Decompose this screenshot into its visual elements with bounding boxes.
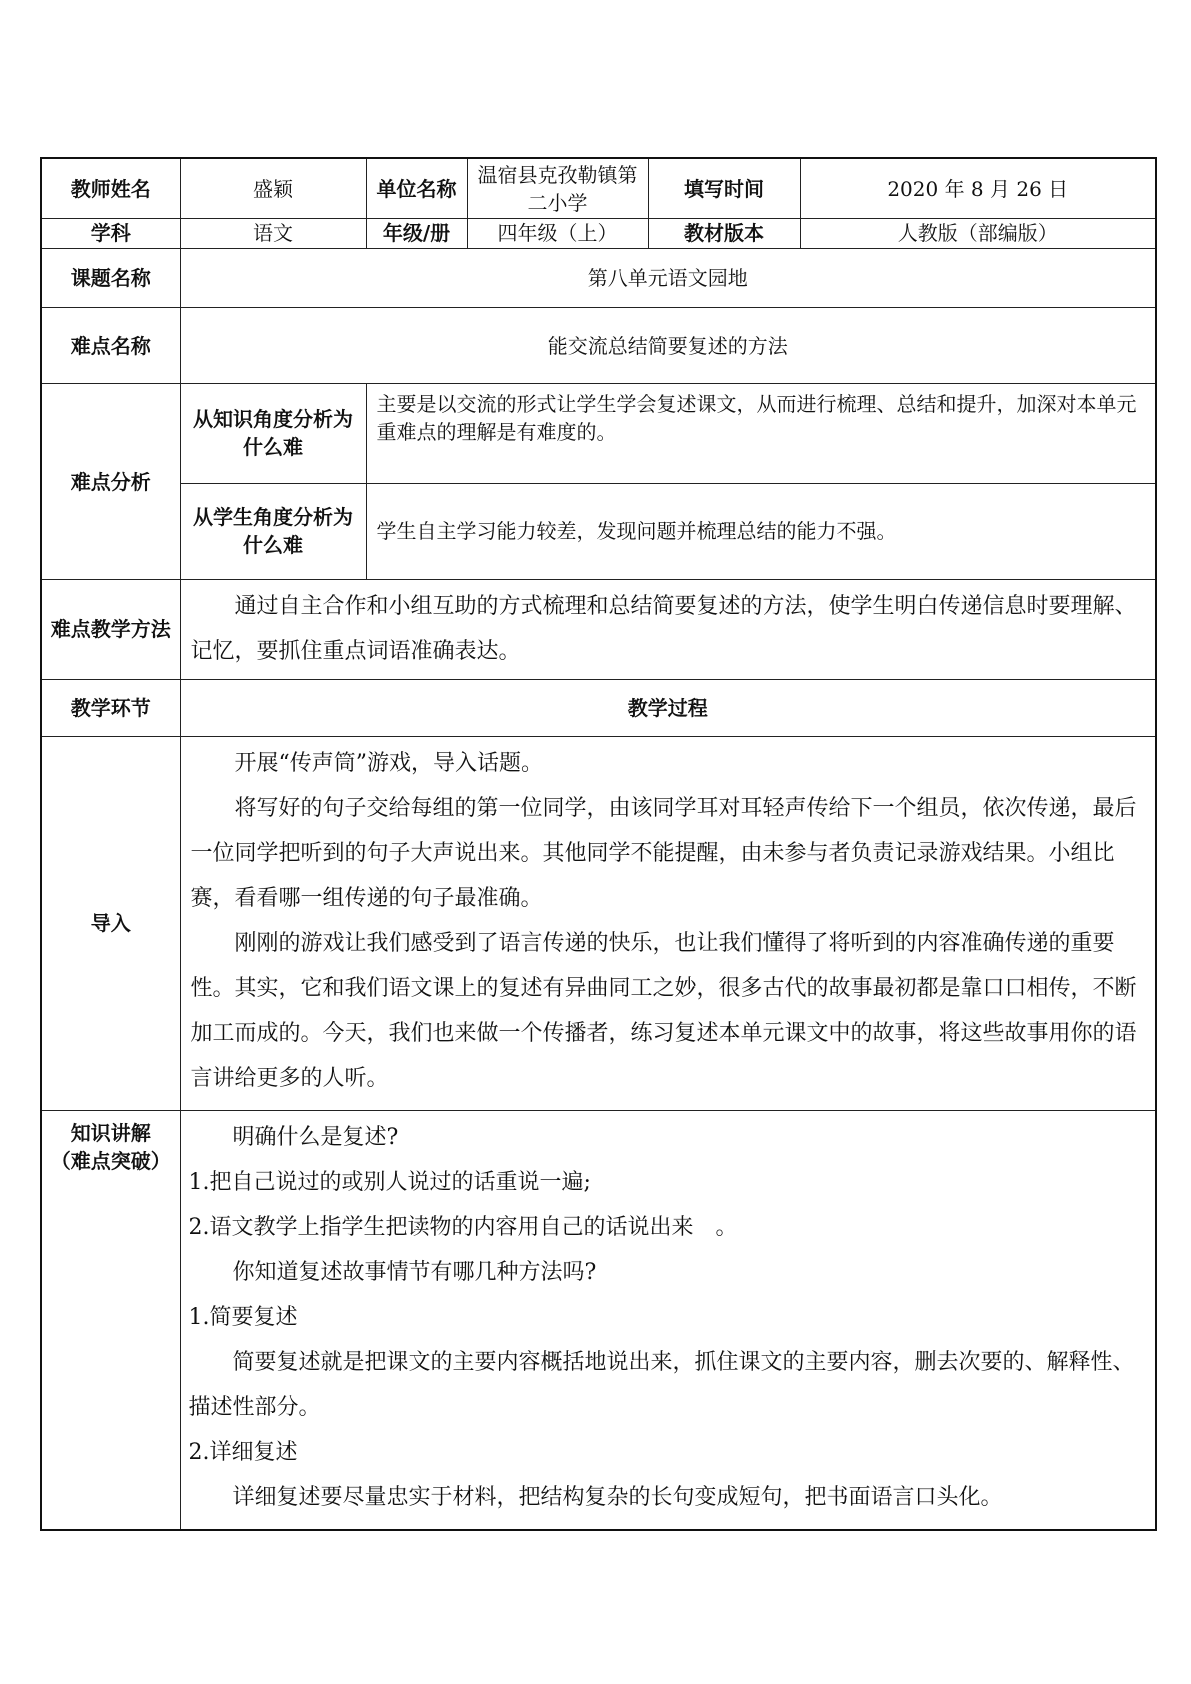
knowledge-angle-text: 主要是以交流的形式让学生学会复述课文，从而进行梳理、总结和提升，加深对本单元重难点的理解是有难度的。 <box>366 384 1156 483</box>
knowledge-line: 你知道复述故事情节有哪几种方法吗? <box>232 1259 597 1285</box>
header-row-2 <box>41 219 1156 248</box>
subject-value: 语文 <box>180 219 366 248</box>
difficulty-row <box>41 308 1156 384</box>
process-step-label: 教学环节 <box>41 680 180 737</box>
knowledge-line: 2.语文教学上指学生把读物的内容用自己的话说出来 。 <box>188 1214 738 1240</box>
intro-paragraph: 开展“传声筒”游戏，导入话题。 <box>234 750 543 776</box>
knowledge-label-line1: 知识讲解 <box>70 1120 151 1145</box>
unit-label: 单位名称 <box>366 158 467 219</box>
knowledge-line: 明确什么是复述? <box>232 1124 399 1150</box>
method-text: 通过自主合作和小组互助的方式梳理和总结简要复述的方法，使学生明白传递信息时要理解、记忆，要抓住重点词语准确表达。 <box>190 594 1137 665</box>
analysis-row-knowledge <box>41 384 1156 483</box>
knowledge-label <box>41 1110 180 1530</box>
grade-value: 四年级（上） <box>467 219 648 248</box>
date-value: 2020 年 8 月 26 日 <box>800 158 1156 219</box>
topic-value: 第八单元语文园地 <box>180 248 1156 308</box>
lesson-plan-table <box>40 157 1157 1531</box>
knowledge-line: 1.把自己说过的或别人说过的话重说一遍; <box>188 1169 591 1195</box>
topic-label: 课题名称 <box>41 248 180 308</box>
intro-row <box>41 736 1156 1110</box>
unit-value: 温宿县克孜勒镇第二小学 <box>467 158 648 219</box>
method-row <box>41 579 1156 679</box>
knowledge-line: 1.简要复述 <box>188 1304 298 1330</box>
knowledge-line: 2.详细复述 <box>188 1439 298 1465</box>
teacher-value: 盛颖 <box>180 158 366 219</box>
analysis-row-student <box>41 483 1156 579</box>
grade-label: 年级/册 <box>366 219 467 248</box>
teacher-label: 教师姓名 <box>41 158 180 219</box>
intro-paragraph: 将写好的句子交给每组的第一位同学，由该同学耳对耳轻声传给下一个组员，依次传递，最后一位同学把听到的句子大声说出来。其他同学不能提醒，由未参与者负责记录游戏结果。小组比赛，看看哪一组传递的句子最准确。 <box>190 795 1137 911</box>
knowledge-row <box>41 1110 1156 1530</box>
method-label: 难点教学方法 <box>41 579 180 679</box>
intro-cell <box>180 736 1156 1110</box>
student-angle-text: 学生自主学习能力较差，发现问题并梳理总结的能力不强。 <box>366 483 1156 579</box>
difficulty-value: 能交流总结简要复述的方法 <box>180 308 1156 384</box>
knowledge-cell <box>180 1110 1156 1530</box>
date-label: 填写时间 <box>648 158 800 219</box>
knowledge-line: 简要复述就是把课文的主要内容概括地说出来，抓住课文的主要内容，删去次要的、解释性、描述性部分。 <box>188 1349 1135 1420</box>
edition-value: 人教版（部编版） <box>800 219 1156 248</box>
intro-label: 导入 <box>41 736 180 1110</box>
header-row-1 <box>41 158 1156 219</box>
student-angle-label: 从学生角度分析为什么难 <box>180 483 366 579</box>
intro-paragraph: 刚刚的游戏让我们感受到了语言传递的快乐，也让我们懂得了将听到的内容准确传递的重要性。其实，它和我们语文课上的复述有异曲同工之妙，很多古代的故事最初都是靠口口相传，不断加工而成的。今天，我们也来做一个传播者，练习复述本单元课文中的故事，将这些故事用你的语言讲给更多的人听。 <box>190 930 1137 1091</box>
knowledge-angle-label: 从知识角度分析为什么难 <box>180 384 366 483</box>
difficulty-label: 难点名称 <box>41 308 180 384</box>
subject-label: 学科 <box>41 219 180 248</box>
process-header-row <box>41 680 1156 737</box>
analysis-label: 难点分析 <box>41 384 180 579</box>
edition-label: 教材版本 <box>648 219 800 248</box>
topic-row <box>41 248 1156 308</box>
knowledge-line: 详细复述要尽量忠实于材料，把结构复杂的长句变成短句，把书面语言口头化。 <box>232 1484 1003 1510</box>
knowledge-label-line2: （难点突破） <box>50 1148 171 1173</box>
method-cell <box>180 579 1156 679</box>
process-label: 教学过程 <box>180 680 1156 737</box>
